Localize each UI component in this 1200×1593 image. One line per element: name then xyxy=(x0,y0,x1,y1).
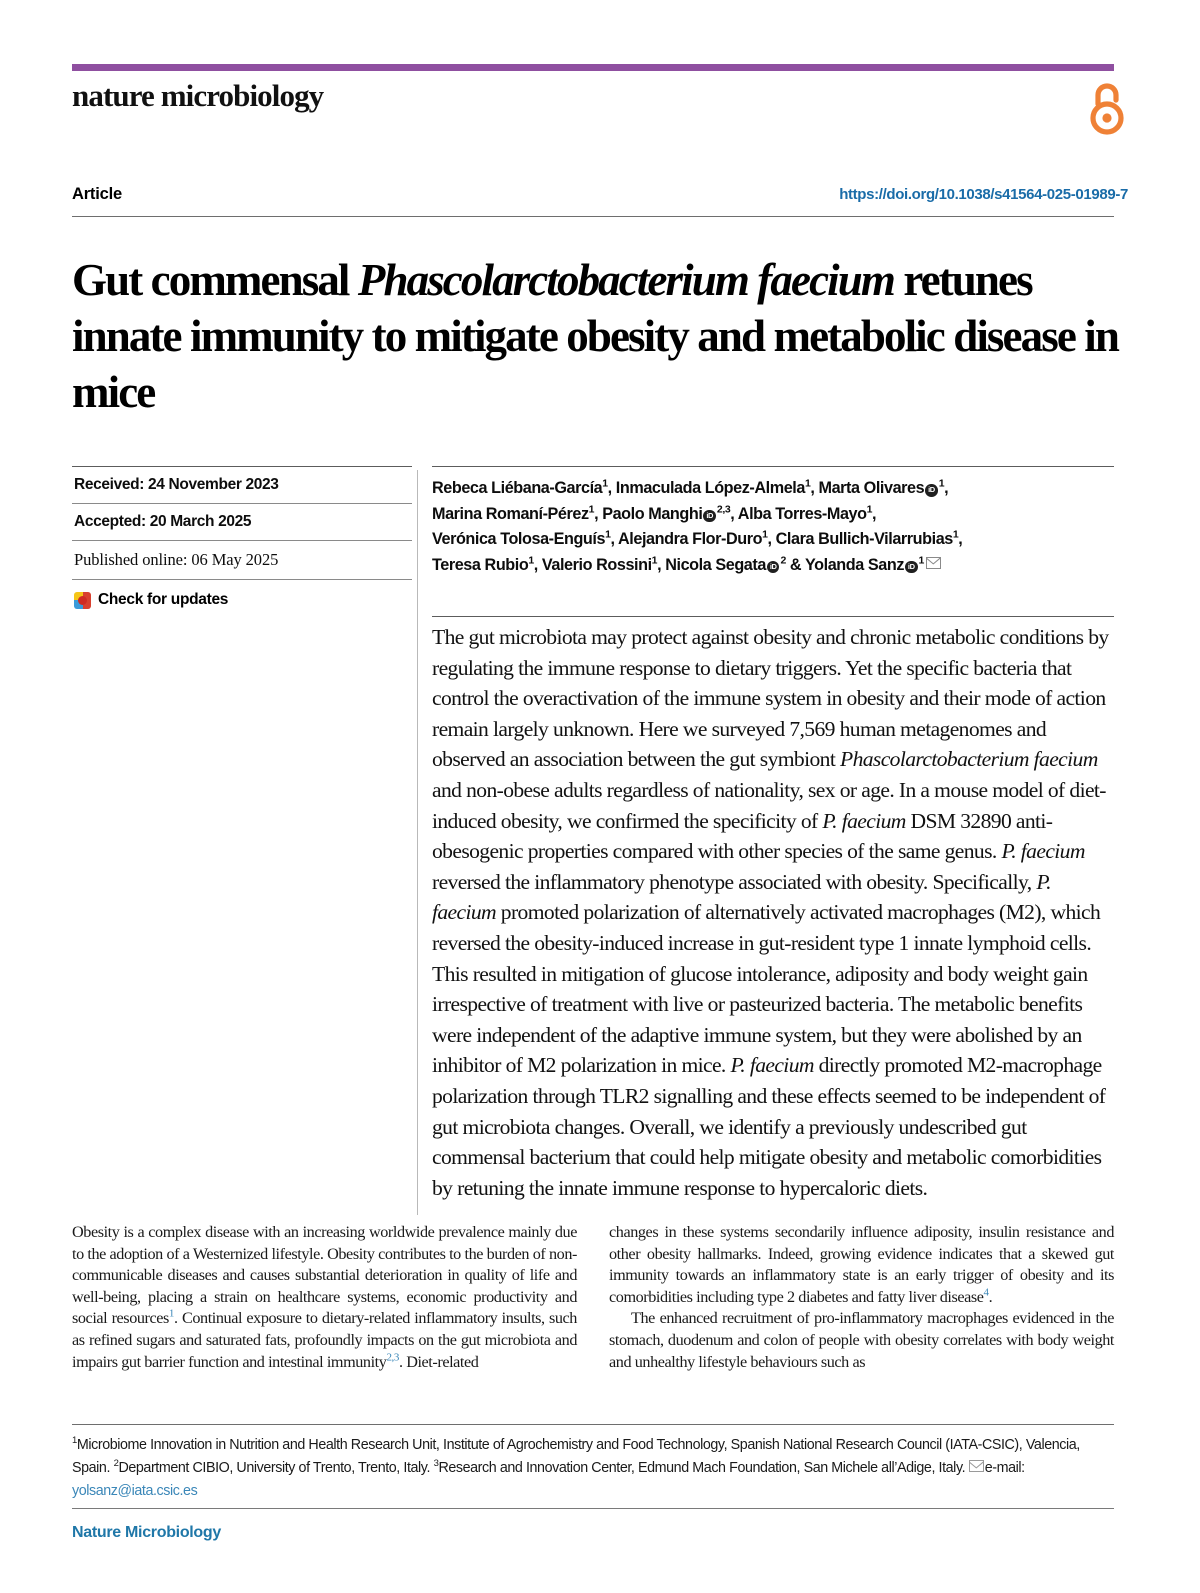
journal-masthead-title: nature microbiology xyxy=(72,78,324,113)
abstract-seg: The gut microbiota may protect against obesity and chronic metabolic conditions by regulating the immune response to dietary triggers. Yet the specific bacteria that control the overactivation of the immune system in obesity and their mode of action remain largely unknown. Here we surveyed 7,569 human metagenomes and observed an association between the gut symbiont xyxy=(432,625,1109,772)
author-separator: , xyxy=(872,504,877,523)
author-name[interactable]: Teresa Rubio xyxy=(432,555,529,574)
author-name[interactable]: , Paolo Manghi xyxy=(594,504,703,523)
author-separator: , xyxy=(958,530,963,548)
body-paragraph xyxy=(609,1222,1114,1308)
email-label: e-mail: xyxy=(984,1460,1025,1476)
header-divider xyxy=(72,216,1114,217)
author-affil-marker: 1 xyxy=(804,477,811,490)
accepted-date: Accepted: 20 March 2025 xyxy=(74,513,252,530)
author-affil-marker: 1 xyxy=(528,554,534,567)
abstract-seg: promoted polarization of alternatively activated macrophages (M2), which reversed the obesity-induced increase in gut-resident type 1 innate lymphoid cells. This resulted in mitigation of glucose intolerance, adiposity and body weight gain irrespective of treatment with live or pasteurized bacteria. The metabolic benefits were independent of the adaptive immune system, but they were abolished by an inhibitor of M2 polarization in mice. xyxy=(432,900,1101,1078)
crossmark-icon xyxy=(74,592,91,609)
author-name[interactable]: , Valerio Rossini xyxy=(533,555,652,574)
citation-ref[interactable]: 4 xyxy=(983,1286,989,1299)
footer-divider xyxy=(72,1508,1114,1509)
author-name[interactable]: , Marta Olivares xyxy=(810,479,925,497)
brand-accent-bar xyxy=(72,64,1114,71)
author-name[interactable]: & Yolanda Sanz xyxy=(785,555,904,574)
body-column-left xyxy=(72,1222,577,1412)
abstract-italic-species: P. faecium xyxy=(432,869,1051,925)
orcid-icon[interactable]: iD xyxy=(925,484,938,497)
abstract-text xyxy=(432,622,1116,1203)
body-seg: changes in these systems secondarily influence adiposity, insulin resistance and other obesity hallmarks. Indeed, growing evidence indicates that a skewed gut immunity towards an inflammatory state is an early trigger of obesity and its comorbidities including type 2 diabetes and fatty liver disease xyxy=(609,1223,1114,1306)
envelope-icon xyxy=(969,1460,984,1472)
footer-journal-name: Nature Microbiology xyxy=(72,1524,221,1541)
affil-marker: 2 xyxy=(113,1458,119,1470)
author-affil-marker: 1 xyxy=(938,477,945,490)
citation-ref[interactable]: 1 xyxy=(168,1307,175,1320)
author-name[interactable]: Rebeca Liébana-García xyxy=(432,479,603,497)
author-name[interactable]: Verónica Tolosa-Enguís xyxy=(432,530,606,548)
author-affil-marker: 2 xyxy=(780,554,786,567)
affiliation-text: Microbiome Innovation in Nutrition and Health Research Unit, Institute of Agrochemistry and Food Technology, Spanish National Research Council (IATA-CSIC), Valencia, Spain. xyxy=(72,1437,1080,1476)
author-affil-marker: 1 xyxy=(605,528,611,541)
citation-ref[interactable]: 2,3 xyxy=(386,1351,399,1364)
author-affil-marker: 1 xyxy=(602,477,608,490)
page-title xyxy=(72,252,1122,420)
affil-marker: 3 xyxy=(433,1458,439,1470)
check-for-updates-button[interactable] xyxy=(72,580,412,609)
author-affil-marker: 1 xyxy=(918,554,924,567)
received-date: Received: 24 November 2023 xyxy=(74,476,279,493)
author-list xyxy=(432,476,1122,578)
affiliations-footnote xyxy=(72,1434,1118,1503)
body-seg: . xyxy=(988,1287,993,1306)
column-divider xyxy=(417,470,418,1215)
author-name[interactable]: , Nicola Segata xyxy=(657,555,766,574)
author-name[interactable]: , Clara Bullich-Vilarrubias xyxy=(767,530,953,548)
affiliation-text: Department CIBIO, University of Trento, Trento, Italy. xyxy=(118,1460,434,1476)
title-species-italic: Phascolarctobacterium faecium xyxy=(357,255,894,306)
footnote-divider xyxy=(72,1424,1114,1425)
abstract-seg: and non-obese adults regardless of nationality, sex or age. In a mouse model of diet-induced obesity, we confirmed the specificity of xyxy=(432,777,1106,833)
abstract-italic-species: Phascolarctobacterium faecium xyxy=(840,747,1098,772)
body-seg: . Continual exposure to dietary-related inflammatory insults, such as refined sugars and saturated fats, profoundly impacts on the gut microbiota and impairs gut barrier function and intestinal immunity xyxy=(72,1309,577,1371)
body-seg: . Diet-related xyxy=(398,1352,479,1371)
author-affil-marker: 1 xyxy=(866,503,873,516)
published-online-date: Published online: 06 May 2025 xyxy=(74,550,279,569)
author-name[interactable]: , Inmaculada López-Almela xyxy=(607,479,805,497)
affiliation-text: Research and Innovation Center, Edmund Mach Foundation, San Michele all’Adige, Italy. xyxy=(438,1460,969,1476)
body-paragraph: The enhanced recruitment of pro-inflammatory macrophages evidenced in the stomach, duodenum and colon of people with obesity correlates with body weight and unhealthy lifestyle behaviours such as xyxy=(609,1309,1114,1371)
author-affil-marker: 1 xyxy=(588,503,595,516)
abstract-divider-top xyxy=(432,616,1114,617)
body-column-right xyxy=(609,1222,1114,1412)
author-affil-marker: 1 xyxy=(762,528,768,541)
abstract-italic-species: P. faecium xyxy=(822,808,906,833)
corresponding-author-envelope-icon[interactable] xyxy=(926,557,941,569)
article-type-label: Article xyxy=(72,185,122,203)
author-affil-marker: 1 xyxy=(952,528,959,541)
abstract-seg: reversed the inflammatory phenotype associated with obesity. Specifically, xyxy=(432,869,1037,894)
title-part-2: retunes innate immunity to mitigate obesity and metabolic disease in mice xyxy=(72,255,1118,418)
abstract-italic-species: P. faecium xyxy=(730,1053,814,1078)
orcid-icon[interactable]: iD xyxy=(905,561,918,574)
abstract-seg: directly promoted M2-macrophage polarization through TLR2 signalling and these effects seemed to be independent of gut microbiota changes. Overall, we identify a previously undescribed gut commensal bacterium that could help mitigate obesity and metabolic comorbidities by retuning the innate immune response to hypercaloric diets. xyxy=(432,1053,1106,1200)
abstract-seg: DSM 32890 anti-obesogenic properties compared with other species of the same genus. xyxy=(432,808,1053,864)
doi-link[interactable]: https://doi.org/10.1038/s41564-025-01989-7 xyxy=(839,186,1128,203)
author-affil-marker: 1 xyxy=(651,554,658,567)
open-access-lock-icon xyxy=(1086,80,1128,136)
check-for-updates-label: Check for updates xyxy=(98,591,229,608)
author-separator: , xyxy=(944,479,949,497)
author-name[interactable]: , Alba Torres-Mayo xyxy=(730,504,867,523)
orcid-icon[interactable]: iD xyxy=(703,510,716,523)
abstract-italic-species: P. faecium xyxy=(1001,839,1085,864)
body-columns xyxy=(72,1222,1114,1412)
body-paragraph xyxy=(72,1222,577,1373)
article-metadata-column xyxy=(72,466,412,609)
body-seg: Obesity is a complex disease with an increasing worldwide prevalence mainly due to the adoption of a Westernized lifestyle. Obesity contributes to the burden of non-communicable diseases and causes substantial deterioration in quality of life and well-being, placing a strain on healthcare systems, economic productivity and social resources xyxy=(72,1223,577,1328)
title-part-1: Gut commensal xyxy=(72,255,358,306)
author-affil-marker: 2,3 xyxy=(716,503,731,516)
corresponding-email-link[interactable]: yolsanz@iata.csic.es xyxy=(72,1483,198,1499)
authors-divider-top xyxy=(432,466,1114,467)
author-name[interactable]: Marina Romaní-Pérez xyxy=(432,504,589,523)
author-name[interactable]: , Alejandra Flor-Duro xyxy=(610,530,763,548)
orcid-icon[interactable]: iD xyxy=(767,561,780,574)
affil-marker: 1 xyxy=(72,1435,77,1447)
